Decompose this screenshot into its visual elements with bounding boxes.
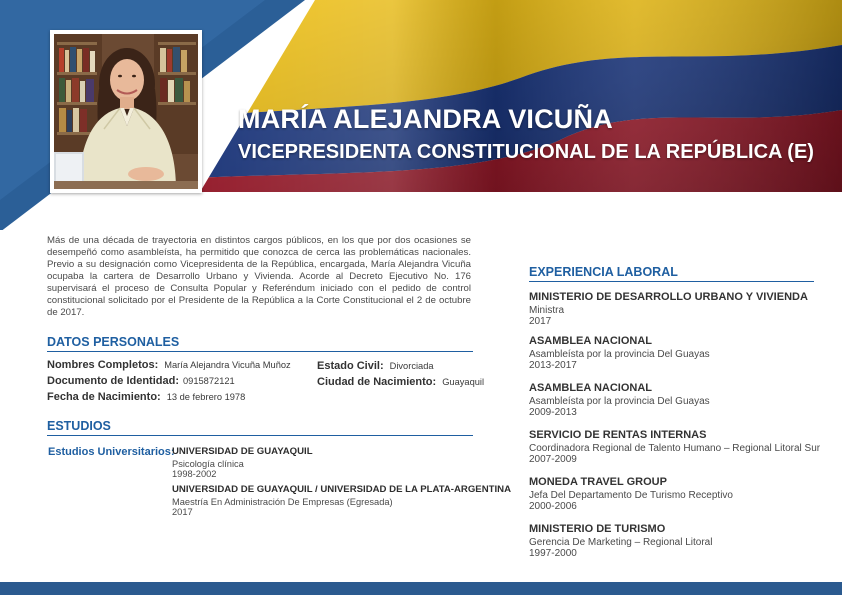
experience-item	[529, 524, 829, 560]
field-label: Estado Civil:	[317, 360, 384, 372]
experience-item	[529, 430, 829, 466]
field-value: Divorciada	[389, 361, 434, 371]
field-id	[47, 375, 235, 387]
study-institution: UNIVERSIDAD DE GUAYAQUIL / UNIVERSIDAD DE LA PLATA-ARGENTINA	[172, 484, 512, 495]
experience-position: Ministra	[529, 304, 565, 316]
experience-years: 1997-2000	[529, 548, 577, 559]
experience-position: Coordinadora Regional de Talento Humano – Regional Litoral Sur	[529, 442, 821, 454]
footer-bar	[0, 582, 842, 595]
section-title-personal: DATOS PERSONALES	[47, 335, 473, 352]
experience-item	[529, 292, 829, 328]
field-value: 13 de febrero 1978	[166, 392, 246, 402]
profile-photo-frame	[50, 30, 202, 193]
field-birth-city	[317, 376, 484, 388]
experience-item	[529, 383, 829, 419]
field-label: Ciudad de Nacimiento:	[317, 376, 437, 388]
experience-years: 2017	[529, 316, 552, 327]
profile-photo	[54, 34, 198, 189]
studies-label: Estudios Universitarios:	[48, 446, 175, 458]
study-degree: Psicología clínica	[172, 458, 244, 469]
experience-item	[529, 336, 829, 372]
experience-years: 2013-2017	[529, 360, 577, 371]
field-label: Nombres Completos:	[47, 359, 159, 371]
field-value: 0915872121	[183, 376, 235, 386]
field-civil-status	[317, 360, 434, 372]
person-role: VICEPRESIDENTA CONSTITUCIONAL DE LA REPÚBLICA (E)	[238, 141, 814, 163]
experience-position: Asambleísta por la provincia Del Guayas	[529, 348, 710, 360]
experience-position: Jefa Del Departamento De Turismo Receptivo	[529, 489, 733, 501]
experience-position: Asambleísta por la provincia Del Guayas	[529, 395, 710, 407]
field-birth-date	[47, 391, 245, 403]
experience-item	[529, 477, 829, 513]
experience-org: ASAMBLEA NACIONAL	[529, 335, 653, 347]
experience-position: Gerencia De Marketing – Regional Litoral	[529, 536, 713, 548]
study-item	[172, 447, 313, 480]
experience-years: 2000-2006	[529, 501, 577, 512]
field-value: Guayaquil	[442, 377, 485, 387]
experience-org: SERVICIO DE RENTAS INTERNAS	[529, 429, 707, 441]
experience-org: ASAMBLEA NACIONAL	[529, 382, 653, 394]
field-label: Documento de Identidad:	[47, 375, 179, 387]
study-degree: Maestría En Administración De Empresas (Egresada)	[172, 496, 393, 507]
field-full-name	[47, 359, 291, 371]
header-banner	[0, 0, 842, 230]
experience-org: MINISTERIO DE DESARROLLO URBANO Y VIVIENDA	[529, 291, 808, 303]
study-institution: UNIVERSIDAD DE GUAYAQUIL	[172, 446, 313, 457]
profile-summary: Más de una década de trayectoria en distintos cargos públicos, en los que por dos ocasiones se desempeñó como asambleísta, ha permitido que conozca de cerca las problemáticas nacionales. Previo a su designación como Vicepresidenta de la República, encargada, María Alejandra Vicuña ocupaba la cartera de Desarrollo Urbano y Vivienda. Acorde al Decreto Ejecutivo No. 176 supervisará el proceso de Consulta Popular y Referéndum iniciado con el pedido de control constitucional solicitado por el Presidente de la República a la Corte Constitucional el 2 de octubre de 2017.	[47, 235, 471, 318]
experience-years: 2009-2013	[529, 407, 577, 418]
section-title-experience: EXPERIENCIA LABORAL	[529, 265, 814, 282]
field-label: Fecha de Nacimiento:	[47, 391, 161, 403]
person-name: MARÍA ALEJANDRA VICUÑA	[238, 104, 613, 134]
experience-org: MINISTERIO DE TURISMO	[529, 523, 666, 535]
field-value: María Alejandra Vicuña Muñoz	[164, 360, 291, 370]
study-item	[172, 485, 511, 518]
study-years: 1998-2002	[172, 469, 217, 479]
study-years: 2017	[172, 507, 193, 517]
experience-org: MONEDA TRAVEL GROUP	[529, 476, 667, 488]
section-title-studies: ESTUDIOS	[47, 419, 473, 436]
experience-years: 2007-2009	[529, 454, 577, 465]
